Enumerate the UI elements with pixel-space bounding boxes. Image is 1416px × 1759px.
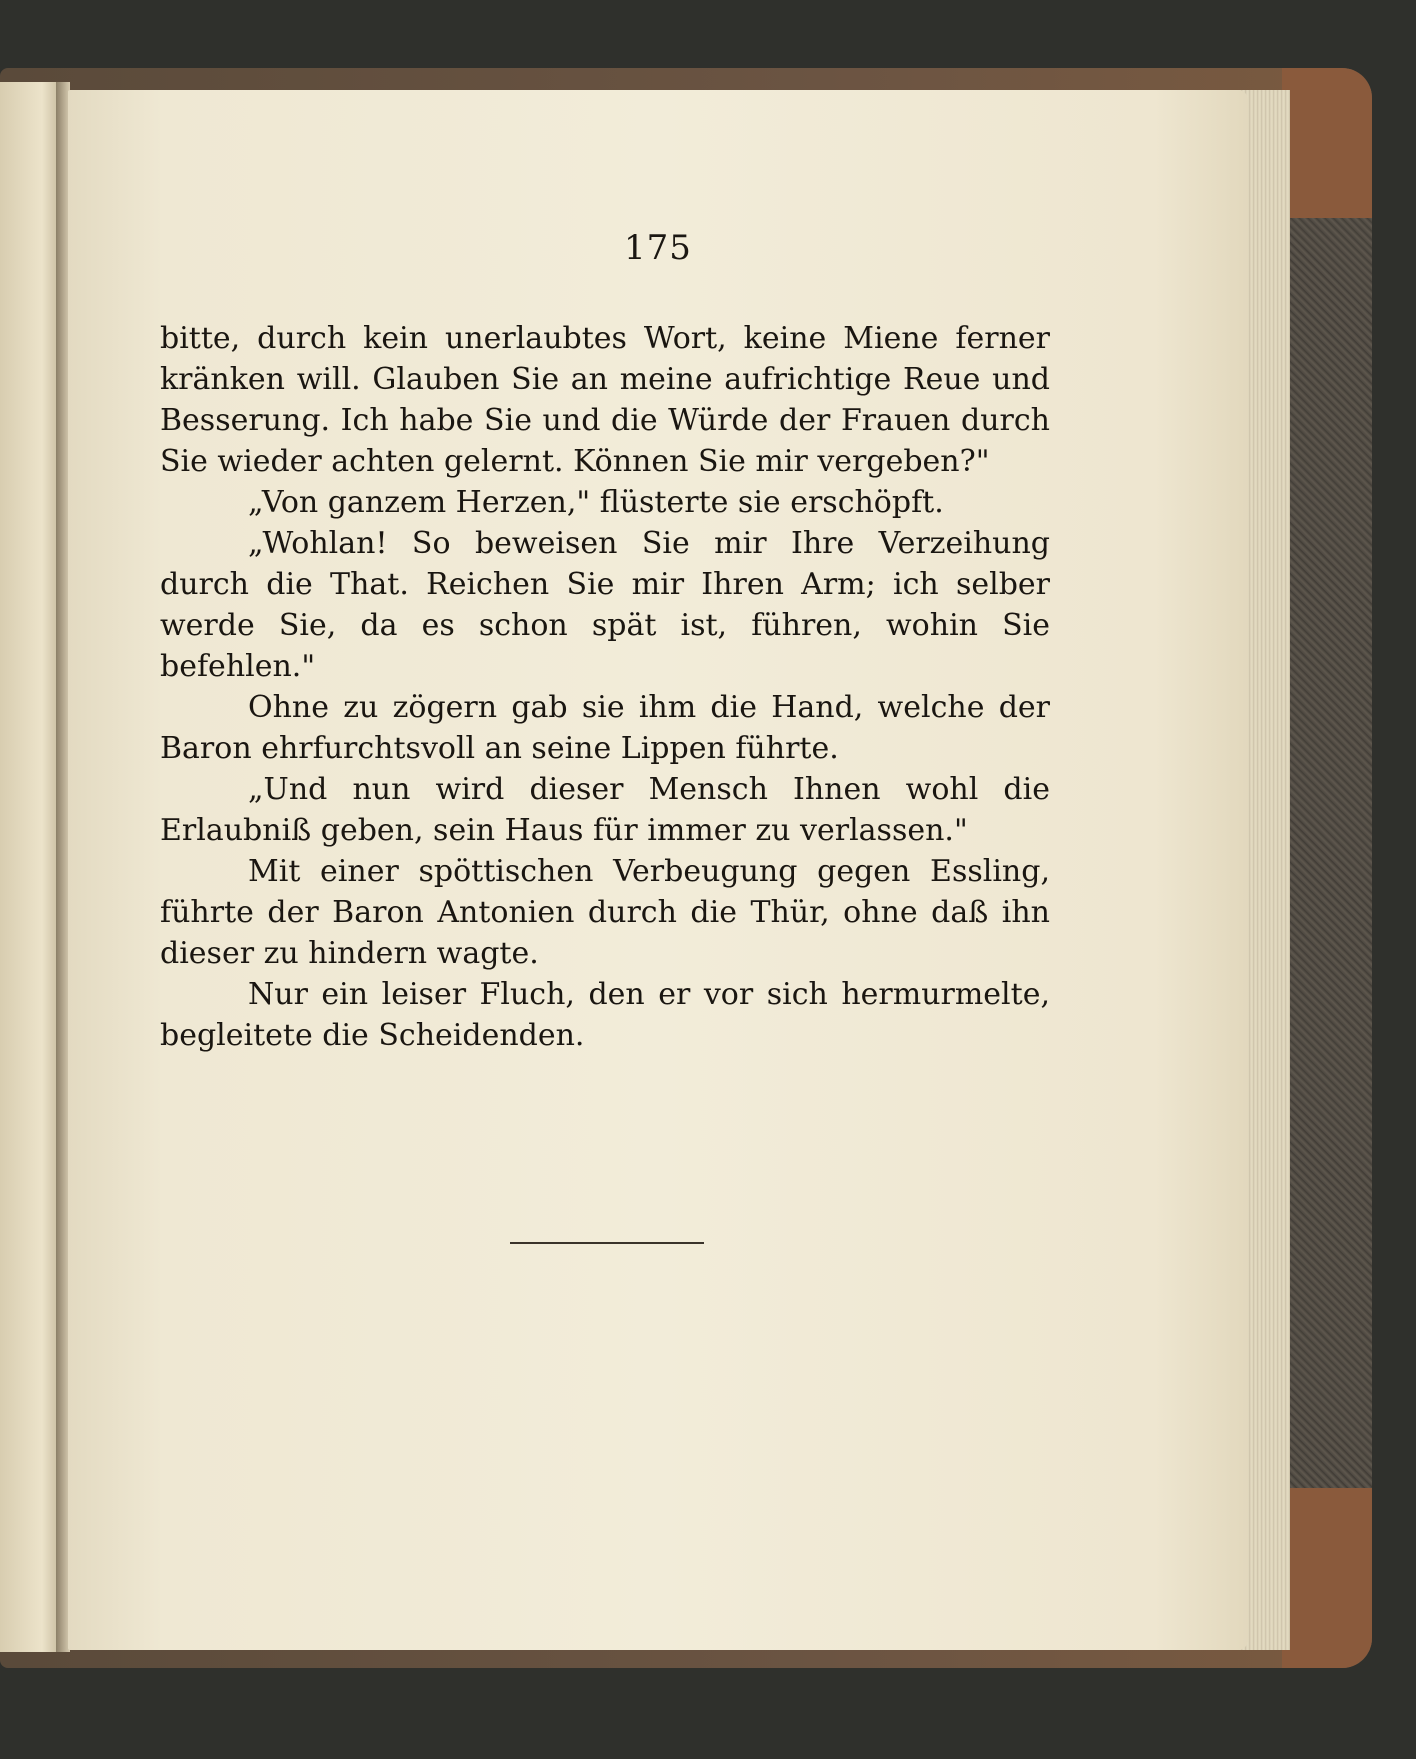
page-number: 175: [624, 228, 692, 268]
paragraph: Mit einer spöttischen Verbeugung gegen Essling, führte der Baron Antonien durch die Thür, ohne daß ihn dieser zu hindern wagte.: [160, 854, 1050, 971]
paragraph: Ohne zu zögern gab sie ihm die Hand, welche der Baron ehrfurchtsvoll an seine Lippen führte.: [160, 690, 1050, 766]
paragraph: Nur ein leiser Fluch, den er vor sich hermurmelte, begleitete die Scheidenden.: [160, 977, 1050, 1053]
book-page: [68, 90, 1248, 1650]
leather-corner-bottom: [1282, 1488, 1372, 1668]
paragraph: „Von ganzem Herzen," flüsterte sie erschöpft.: [248, 485, 944, 520]
paragraph: „Wohlan! So beweisen Sie mir Ihre Verzeihung durch die That. Reichen Sie mir Ihren Arm; ich selber werde Sie, da es schon spät ist, führen, wohin Sie befehlen.": [160, 526, 1050, 684]
section-end-rule: [510, 1242, 704, 1244]
paragraph: bitte, durch kein unerlaubtes Wort, keine Miene ferner kränken will. Glauben Sie an meine aufrichtige Reue und Besserung. Ich habe Sie und die Würde der Frauen durch Sie wieder achten gelernt. Können Sie mir vergeben?": [160, 321, 1050, 479]
page-text: [160, 318, 1050, 1056]
cover-spine-edge: [1282, 68, 1372, 1668]
previous-page-edge: [0, 82, 60, 1652]
paragraph: „Und nun wird dieser Mensch Ihnen wohl die Erlaubniß geben, sein Haus für immer zu verlassen.": [160, 772, 1050, 848]
leather-corner-top: [1282, 68, 1372, 218]
